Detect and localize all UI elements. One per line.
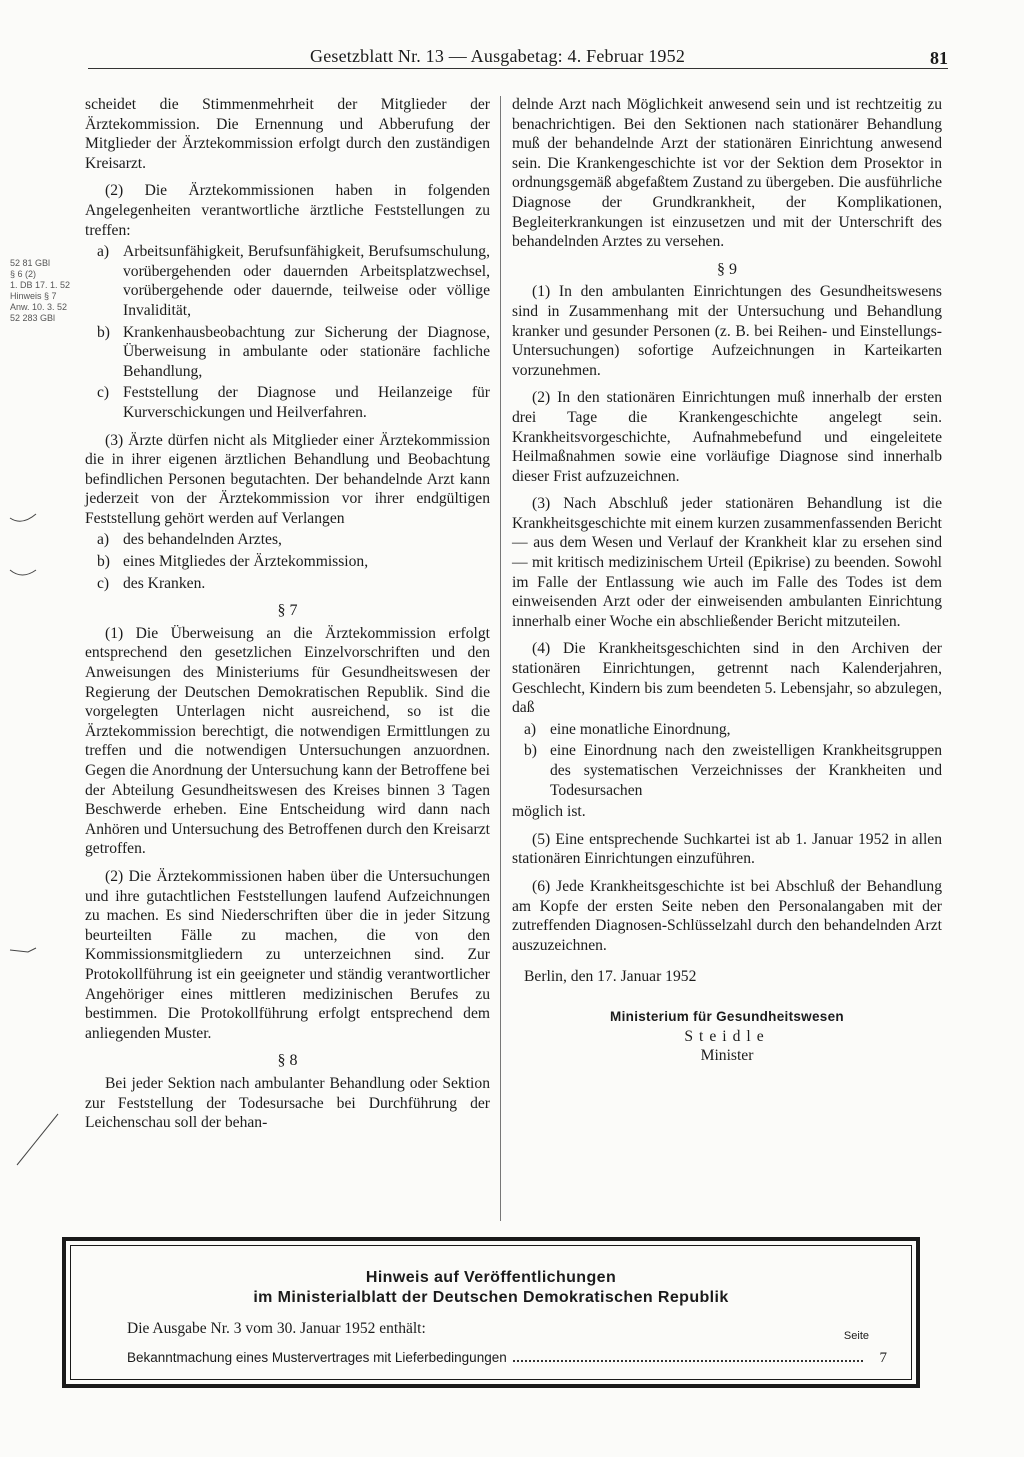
paragraph: (2) In den stationären Einrichtungen muß innerhalb der ersten drei Tage die Krankengeschichte angelegt sein. Krankheitsvorgeschichte, Aufnahmebefund und eingeleitete Heilmaßnahmen sowie eine vorläufige Diagnose sind innerhalb dieser Frist aufzuzeichnen. [512, 389, 942, 485]
list-text: Krankenhausbeobachtung zur Sicherung der Diagnose, Überweisung in ambulante oder stationäre fachliche Behandlung, [123, 323, 490, 380]
publication-notice-box [62, 1237, 920, 1388]
signer-name: Steidle [684, 1027, 770, 1045]
notice-entry [127, 1350, 887, 1367]
paragraph: (3) Nach Abschluß jeder stationären Behandlung ist die Krankheitsgeschichte mit einem kurzen zusammenfassenden Bericht — aus dem Wesen und Verlauf der Krankheit klar zu ersehen sind — mit kritisch medizinischem Urteil (Epikrise) zu beenden. Sowohl im Falle der Entlassung wie auch im Falle des Todes ist dem einweisenden Arzt oder der einweisenden ambulanten Einrichtung innerhalb einer Woche ein abschließender Bericht mitzuteilen. [512, 495, 942, 630]
list-label: a) [97, 531, 110, 549]
paragraph: (3) Ärzte dürfen nicht als Mitglieder einer Ärztekommission die in ihrer eigenen ärztlichen Behandlung und Beobachtung befindlichen Personen begutachten. Der behandelnde Arzt kann jederzeit von der Ärztekommission vor ihrer endgültigen Feststellung gehört werden auf Verlangen [85, 431, 490, 527]
margin-annotation [10, 258, 70, 324]
place-and-date: Berlin, den 17. Januar 1952 [524, 968, 697, 986]
margin-note-line: 52 283 GBl [10, 313, 56, 323]
header-rule [88, 68, 948, 69]
notice-page-label: Seite [843, 1330, 869, 1342]
list-label: a) [97, 243, 110, 261]
list-text: des Kranken. [123, 574, 206, 592]
list-text: eines Mitgliedes der Ärztekommission, [123, 553, 369, 571]
notice-heading-line: im Ministerialblatt der Deutschen Demokratischen Republik [253, 1289, 729, 1306]
section-heading: § 9 [717, 260, 737, 278]
margin-stroke-icon [15, 1112, 60, 1167]
list-text: des behandelnden Arztes, [123, 531, 282, 549]
list-label: b) [524, 742, 537, 760]
list-item [85, 323, 490, 382]
list-item [85, 242, 490, 320]
paragraph: (4) Die Krankheitsgeschichten sind in den Archiven der stationären Einrichtungen, getrennt nach Kalenderjahren, Geschlecht, Kindern bis zum beendeten 5. Lebensjahr, so abzulegen, daß [512, 640, 942, 717]
margin-checkmark-icon [8, 566, 38, 578]
paragraph: (2) Die Ärztekommissionen haben in folgenden Angelegenheiten verantwortliche ärztliche Feststellungen zu treffen: [85, 182, 490, 239]
section-heading: § 7 [277, 602, 298, 620]
list-label: a) [524, 720, 537, 738]
paragraph: Bei jeder Sektion nach ambulanter Behandlung oder Sektion zur Feststellung der Todesursache bei Durchführung der Leichenschau soll der behan- [85, 1074, 490, 1132]
list-label: c) [97, 574, 110, 592]
section-heading: § 8 [277, 1052, 298, 1070]
margin-note-line: 52 81 GBl [10, 258, 51, 268]
margin-note-line: Anw. 10. 3. 52 [10, 302, 68, 312]
list-item [85, 530, 490, 550]
notice-heading-line: Hinweis auf Veröffentlichungen [365, 1269, 617, 1286]
gazette-title: Gesetzblatt Nr. 13 — Ausgabetag: 4. Februar 1952 [310, 46, 686, 66]
notice-entry-page: 7 [879, 1350, 887, 1366]
list-item [512, 741, 942, 800]
list-item [85, 383, 490, 422]
right-column [512, 95, 942, 1066]
page-number: 81 [930, 48, 948, 68]
list-label: b) [97, 553, 110, 571]
list-text: Feststellung der Diagnose und Heilanzeige für Kurverschickungen und Heilverfahren. [123, 384, 490, 421]
margin-checkmark-icon [8, 512, 38, 524]
column-divider [500, 96, 501, 1221]
list-label: b) [97, 323, 110, 341]
margin-checkmark-icon [8, 944, 38, 956]
notice-issue-text: Die Ausgabe Nr. 3 vom 30. Januar 1952 enthält: [127, 1320, 426, 1337]
list-item [85, 552, 490, 572]
notice-heading [71, 1268, 911, 1308]
signature-block [512, 1007, 942, 1066]
notice-entry-text: Bekanntmachung eines Mustervertrages mit Lieferbedingungen [127, 1350, 507, 1365]
signer-title: Minister [700, 1047, 754, 1065]
margin-note-line: 1. DB 17. 1. 52 [10, 280, 71, 290]
paragraph: möglich ist. [512, 803, 586, 821]
list-text: eine Einordnung nach den zweistelligen Krankheitsgruppen des systematischen Verzeichnisses der Krankheiten und Todesursachen [550, 742, 942, 799]
page-header [88, 46, 948, 76]
paragraph: (1) Die Überweisung an die Ärztekommission erfolgt entsprechend den gesetzlichen Einzelvorschriften und den Anweisungen des Ministeriums für Gesundheitswesen der Regierung der Deutschen Demokratischen Republik. Sind die vorgelegten Unterlagen nicht ausreichend, so ist die Ärztekommission berechtigt, die notwendigen Ermittlungen zu treffen und die notwendigen Untersuchungen anzuordnen. Gegen die Anordnung der Untersuchung kann der Betroffene bei der Abteilung Gesundheitswesen des Kreises binnen 3 Tagen Beschwerde erheben. Eine Entscheidung wird dann nach Anhören und Untersuchung des Betroffenen durch den Kreisarzt getroffen. [85, 624, 490, 858]
list-label: c) [97, 384, 110, 402]
paragraph: (5) Eine entsprechende Suchkartei ist ab 1. Januar 1952 in allen stationären Einrichtungen einzuführen. [512, 830, 942, 868]
paragraph: (1) In den ambulanten Einrichtungen des Gesundheitswesens sind in Zusammenhang mit der Untersuchung und Behandlung kranker und gesunder Personen (z. B. bei Reihen- und Einstellungs-Untersuchungen) sofortige Aufzeichnungen in Karteikarten vorzunehmen. [512, 283, 942, 379]
paragraph: (6) Jede Krankheitsgeschichte ist bei Abschluß der Behandlung am Kopfe der ersten Seite neben den Personalangaben mit der zutreffenden Diagnosen-Schlüsselzahl durch den behandelnden Arzt auszuzeichnen. [512, 877, 942, 954]
left-column [85, 95, 490, 1141]
list-item [85, 574, 490, 594]
ministry-name: Ministerium für Gesundheitswesen [610, 1008, 844, 1024]
list-item [512, 720, 942, 740]
list-text: Arbeitsunfähigkeit, Berufsunfähigkeit, Berufsumschulung, vorübergehenden oder dauernden Arbeitsplatzwechsel, vorübergehende oder dauernde, teilweise oder völlige Invalidität, [123, 243, 490, 319]
paragraph: (2) Die Ärztekommissionen haben über die Untersuchungen und ihre gutachtlichen Feststellungen laufend Aufzeichnungen zu machen. Es sind Niederschriften über die in jeder Sitzung beurteilten Fälle zu machen, die von den Kommissionsmitgliedern zu unterzeichnen sind. Zur Protokollführung ist ein geeigneter und ständig verantwortlicher Angehöriger eines mittleren medizinischen Berufes zu bestimmen. Die Protokollführung erfolgt entsprechend dem anliegenden Muster. [85, 867, 490, 1042]
leader-dots [513, 1360, 863, 1362]
margin-note-line: Hinweis § 7 [10, 291, 57, 301]
paragraph: scheidet die Stimmenmehrheit der Mitglieder der Ärztekommission. Die Ernennung und Abberufung der Mitglieder der Ärztekommission erfolgt durch den zuständigen Kreisarzt. [85, 96, 490, 172]
paragraph: delnde Arzt nach Möglichkeit anwesend sein und ist rechtzeitig zu benachrichtigen. Bei den Sektionen nach stationärer Behandlung muß der behandelnde Arzt der stationären Einrichtung anwesend sein. Die Krankengeschichte ist vor der Sektion dem Prosektor in ordnungsgemäß abgefaßtem Zustand zu übergeben. Die ausführliche Diagnose der Grundkrankheit, der Komplikationen, Begleiterkrankungen ist einzusetzen und mit der Unterschrift des behandelnden Arztes zu versehen. [512, 96, 942, 251]
list-text: eine monatliche Einordnung, [550, 720, 731, 738]
notice-inner-frame [70, 1245, 912, 1380]
margin-note-line: § 6 (2) [10, 269, 37, 279]
